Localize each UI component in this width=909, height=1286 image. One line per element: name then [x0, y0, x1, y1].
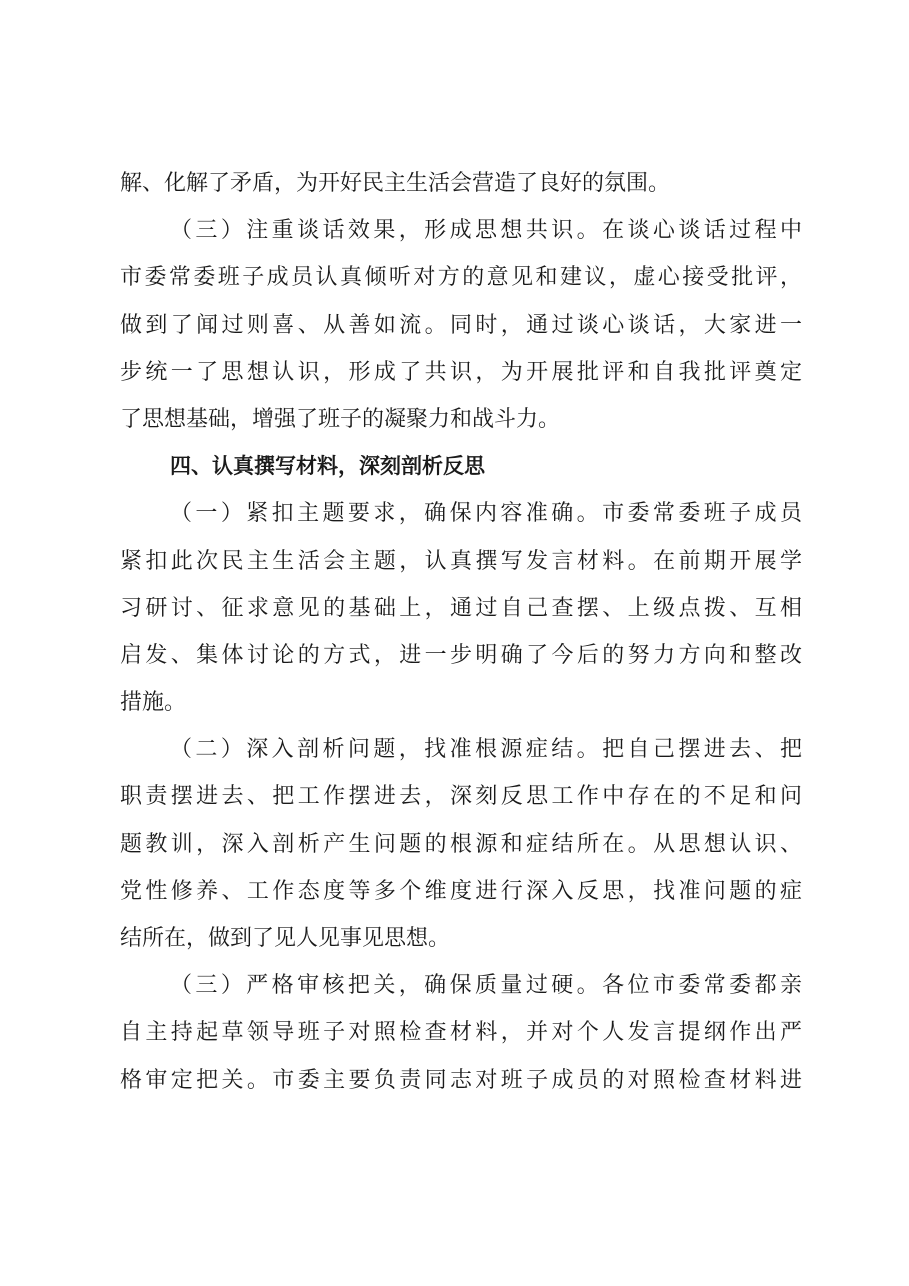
paragraph-line: 做到了闻过则喜、从善如流。同时，通过谈心谈话，大家进一: [120, 312, 802, 338]
paragraph-line: （三）严格审核把关，确保质量过硬。各位市委常委都亲: [170, 973, 802, 999]
paragraph-line: 党性修养、工作态度等多个维度进行深入反思，找准问题的症: [120, 878, 802, 904]
paragraph-line: 步统一了思想认识，形成了共识，为开展批评和自我批评奠定: [120, 359, 802, 385]
document-body: [120, 160, 802, 1104]
paragraph-line: （三）注重谈话效果，形成思想共识。在谈心谈话过程中: [170, 218, 802, 244]
paragraph-line: 启发、集体讨论的方式，进一步明确了今后的努力方向和整改: [120, 642, 802, 668]
paragraph-line: 了思想基础，增强了班子的凝聚力和战斗力。: [120, 406, 561, 432]
paragraph-line: 自主持起草领导班子对照检查材料，并对个人发言提纲作出严: [120, 1020, 802, 1046]
paragraph-line: （一）紧扣主题要求，确保内容准确。市委常委班子成员: [170, 501, 802, 527]
paragraph-line: 结所在，做到了见人见事见思想。: [120, 926, 451, 951]
paragraph-line: （二）深入剖析问题，找准根源症结。把自己摆进去、把: [170, 737, 802, 763]
paragraph-line: 措施。: [120, 690, 187, 716]
paragraph-line: 职责摆进去、把工作摆进去，深刻反思工作中存在的不足和问: [120, 784, 802, 810]
section-heading: 四、认真撰写材料，深刻剖析反思: [170, 454, 485, 479]
paragraph-line: 格审定把关。市委主要负责同志对班子成员的对照检查材料进: [120, 1067, 802, 1093]
paragraph-line: 题教训，深入剖析产生问题的根源和症结所在。从思想认识、: [120, 831, 802, 857]
paragraph-line: 习研讨、征求意见的基础上，通过自己查摆、上级点拨、互相: [120, 595, 802, 621]
paragraph-line: 解、化解了矛盾，为开好民主生活会营造了良好的氛围。: [120, 171, 671, 196]
paragraph-line: 紧扣此次民主生活会主题，认真撰写发言材料。在前期开展学: [120, 548, 802, 574]
paragraph-line: 市委常委班子成员认真倾听对方的意见和建议，虚心接受批评，: [120, 265, 802, 291]
